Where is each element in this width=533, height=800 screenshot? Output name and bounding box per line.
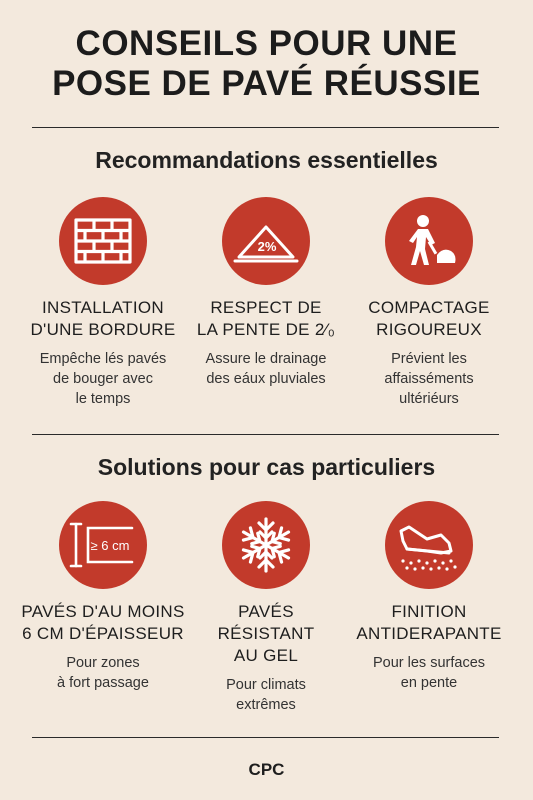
card-title-line: COMPACTAGE	[368, 298, 490, 317]
card-description	[18, 653, 188, 693]
card-title-line: PAVÉS	[238, 602, 294, 621]
card-title-line: LA PENTE DE 2⁄₀	[196, 320, 336, 339]
card-desc-line: Pour zones	[66, 655, 140, 671]
card-title-line: INSTALLATION	[42, 298, 164, 317]
card-desc-line: affaisséments	[384, 371, 474, 387]
card-slope	[181, 197, 351, 389]
card-compaction	[344, 197, 514, 409]
card-title-line: AU GEL	[233, 646, 299, 665]
section-heading-special-cases: Solutions pour cas particuliers	[97, 454, 436, 480]
card-title	[181, 297, 351, 341]
card-title	[344, 601, 514, 645]
card-description	[344, 653, 514, 693]
card-thickness	[18, 501, 188, 693]
card-desc-line: Assure le drainage	[205, 351, 327, 367]
card-title-line: RIGOUREUX	[376, 320, 482, 339]
card-title	[344, 297, 514, 341]
card-desc-line: extrêmes	[236, 697, 296, 713]
card-title-line: RÉSISTANT	[217, 624, 315, 643]
card-desc-line: Pour climats	[226, 677, 306, 693]
card-anti-slip	[344, 501, 514, 693]
card-title-line: 6 CM D'ÉPAISSEUR	[22, 624, 184, 643]
section-heading-essentials: Recommandations essentielles	[95, 147, 438, 173]
card-title	[181, 601, 351, 667]
card-title-line: FINITION	[391, 602, 467, 621]
card-description	[181, 349, 351, 389]
snowflake-icon	[222, 501, 310, 589]
card-desc-line: Pour les surfaces	[372, 655, 486, 671]
card-desc-line: Empêche lés pavés	[39, 351, 167, 367]
title-line-1: CONSEILS POUR UNE	[75, 24, 458, 63]
thickness-gauge-icon	[59, 501, 147, 589]
card-desc-line: de bouger avec	[53, 371, 153, 387]
page-title	[0, 24, 533, 104]
worker-compactor-icon	[385, 197, 473, 285]
footer-brand: CPC	[248, 760, 285, 779]
card-frost	[181, 501, 351, 715]
card-border-installation	[18, 197, 188, 409]
card-title-line: PAVÉS D'AU MOINS	[21, 602, 185, 621]
slope-label: 2%	[257, 239, 277, 254]
slope-2-percent-icon	[222, 197, 310, 285]
card-title	[18, 601, 188, 645]
card-desc-line: ultériéurs	[399, 391, 459, 407]
card-desc-line: en pente	[400, 675, 458, 691]
card-description	[181, 675, 351, 715]
card-desc-line: le temps	[75, 391, 131, 407]
card-title-line: ANTIDERAPANTE	[356, 624, 502, 643]
brick-wall-icon	[59, 197, 147, 285]
divider-top	[32, 127, 499, 128]
thickness-label: ≥ 6 cm	[90, 538, 130, 553]
card-title-line: RESPECT DE	[210, 298, 322, 317]
shoe-grip-icon	[385, 501, 473, 589]
card-desc-line: Prévient les	[391, 351, 467, 367]
card-description	[344, 349, 514, 409]
title-line-2: POSE DE PAVÉ RÉUSSIE	[52, 64, 481, 103]
divider-bottom	[32, 737, 499, 738]
divider-middle	[32, 434, 499, 435]
card-desc-line: des eáux pluviales	[206, 371, 326, 387]
card-title-line: D'UNE BORDURE	[30, 320, 176, 339]
card-desc-line: à fort passage	[57, 675, 149, 691]
card-description	[18, 349, 188, 409]
card-title	[18, 297, 188, 341]
